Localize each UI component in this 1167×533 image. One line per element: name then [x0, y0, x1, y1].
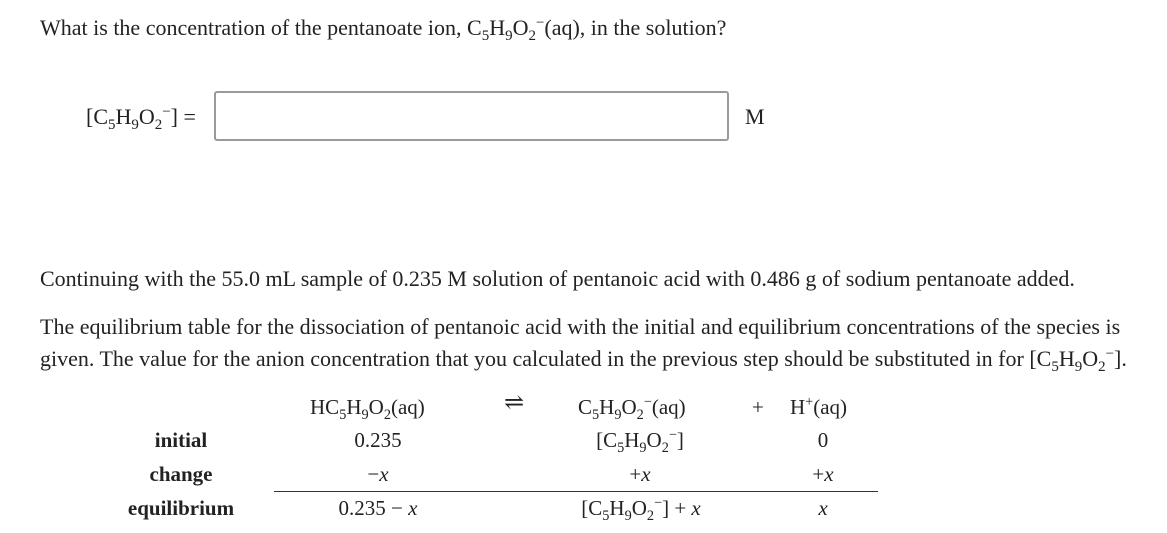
acid-change: −x	[367, 462, 389, 486]
anion-change: +x	[629, 462, 651, 486]
proton-equilibrium: x	[818, 496, 828, 520]
anion-formula: $C_5H_9O_2^-(aq)$	[578, 394, 686, 423]
anion-equilibrium: $[C_5H_9O_2^-] + x$	[581, 495, 701, 524]
row-label-initial: initial	[154, 428, 208, 452]
proton-initial: 0	[817, 428, 829, 452]
acid-initial: 0.235	[354, 428, 402, 452]
unit-label: M	[745, 104, 765, 129]
concentration-input[interactable]	[214, 91, 729, 141]
answer-label: $[C_5H_9O_2^-]$ =	[86, 103, 196, 133]
instructions-paragraph: The equilibrium table for the dissociation of pentanoic acid with the initial and equilibrium concentrations of the species is given. The value for the anion concentration that you calculated in the previous step should be substituted in for $[C_5H_9O_2^-]$.	[40, 314, 1127, 375]
row-label-change: change	[149, 462, 213, 486]
reactant-formula: $HC_5H_9O_2(aq)$	[310, 395, 425, 423]
proton-formula: H+(aq)	[790, 394, 848, 419]
question-text: What is the concentration of the pentanoate ion, $C_5H_9O_2^-(aq)$, in the solution?	[40, 14, 727, 44]
anion-initial: $[C_5H_9O_2^-]$	[596, 427, 684, 456]
row-label-equilibrium: equilibrium	[127, 496, 235, 520]
plus-sign: +	[752, 395, 764, 419]
table-divider	[274, 491, 878, 492]
proton-change: +x	[812, 462, 834, 486]
pentanoate-formula: $C_5H_9O_2^-(aq)$	[467, 14, 580, 44]
equilibrium-arrow-icon: ⇌	[503, 390, 525, 416]
context-paragraph: Continuing with the 55.0 mL sample of 0.235 M solution of pentanoic acid with 0.486 g of sodium pentanoate added.	[40, 266, 1075, 291]
acid-equilibrium: 0.235 − x	[338, 496, 418, 520]
